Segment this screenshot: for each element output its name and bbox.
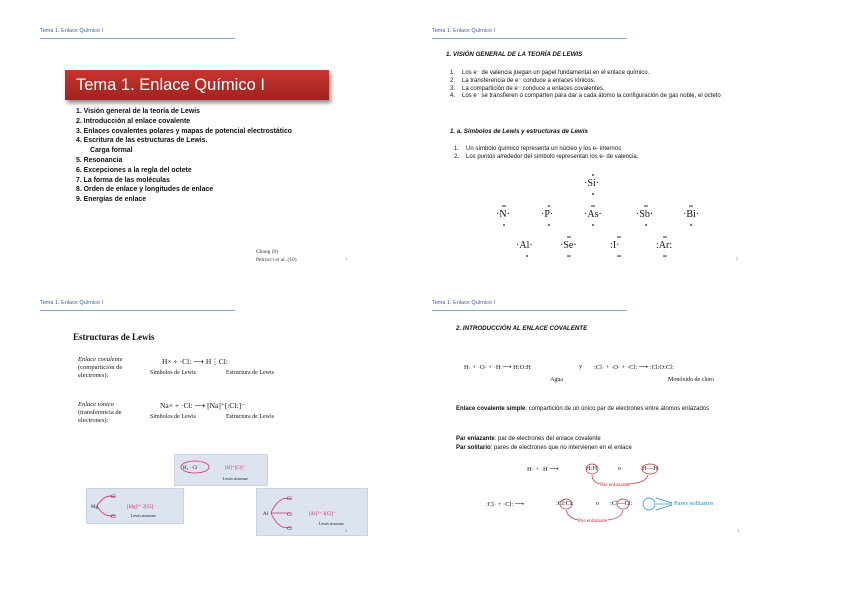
page-number: 3	[345, 528, 348, 533]
svg-text:Cl: Cl	[287, 513, 292, 518]
definition-bonding-pair: Par enlazante: par de electrones del enlace covalente	[456, 436, 601, 442]
references	[256, 248, 297, 264]
toc-item: 7. La forma de las moléculas	[76, 176, 170, 184]
ionic-equation: Na× + ·Cl: ⟶ [Na]⁺[:Cl:]⁻	[160, 401, 246, 410]
toc-item: 4. Escritura de las estructuras de Lewis.	[76, 137, 208, 145]
electron-transfer-diagram	[175, 455, 267, 485]
list-item: 1. Los e⁻ de valencia juegan un papel fundamental en el enlace químico.	[450, 70, 650, 76]
lewis-dots	[432, 28, 812, 283]
slide-4	[432, 300, 812, 555]
toc-item: 1. Visión general de la teoría de Lewis	[76, 108, 200, 115]
cl2-equation-dots: :Cl:Cl:	[556, 500, 574, 507]
svg-text:Cl: Cl	[111, 515, 116, 520]
lewis-image-2: Mg Cl Cl [Mg]²⁺ 2[Cl]⁻ Lewis structure	[86, 488, 184, 524]
page-number: 2	[736, 256, 739, 261]
conjunction-o: o	[618, 465, 622, 472]
label-chlorine-monoxide: Monóxido de cloro	[668, 377, 714, 383]
toc-item: 5. Resonancia	[76, 156, 123, 164]
toc-item: 9. Energías de enlace	[76, 196, 147, 204]
lewis-symbol-al: ·Al·	[516, 240, 533, 251]
electron-transfer-diagram	[257, 489, 367, 535]
svg-text:Al: Al	[263, 512, 268, 517]
lewis-symbol-se: ·Se·	[560, 240, 577, 251]
lewis-symbol-si: ·Si·	[584, 178, 600, 189]
toc-item: Carga formal	[90, 147, 133, 155]
list-item: 4. Los e⁻ se transfieren o comparten para dar a cada átomo la configuración de gas noble, el octeto	[450, 93, 721, 100]
svg-text:[H]⁺[Cl]⁻: [H]⁺[Cl]⁻	[225, 466, 246, 471]
lewis-symbol-i: :I·	[610, 240, 620, 251]
lewis-symbol-ar: :Ar:	[656, 240, 673, 251]
svg-text:[Mg]²⁺ 2[Cl]⁻: [Mg]²⁺ 2[Cl]⁻	[127, 505, 156, 510]
reference-petrucci: Petrucci et al. (10)	[256, 257, 297, 263]
lewis-image-3: Al Cl Cl Cl [Al]³⁺ 3[Cl]⁻ Lewis structure	[256, 488, 368, 536]
section-title: 2. INTRODUCCIÓN AL ENLACE COVALENTE	[456, 325, 588, 332]
page-number: 1	[345, 256, 348, 261]
cl2-equation-line: :Cl—Cl:	[610, 500, 633, 507]
ionic-bond-label: Enlace iónico (transferencia de electrones):	[78, 401, 122, 424]
label-bonding-pair: Par enlazante	[578, 518, 608, 524]
definition-lone-pair: Par solitario: pares de electrones que no intervienen en el enlace	[456, 445, 632, 451]
covalent-equation: H× + ·Cl: ⟶ H⋮Cl:	[162, 357, 228, 366]
slide-header: Tema 1. Enlace Químico I	[40, 300, 103, 306]
slide-title: Estructuras de Lewis	[73, 332, 155, 342]
slide-1	[40, 28, 420, 283]
title-banner: Tema 1. Enlace Químico I	[65, 70, 329, 100]
svg-text:[Al]³⁺ 3[Cl]⁻: [Al]³⁺ 3[Cl]⁻	[309, 512, 336, 517]
chlorine-monoxide-equation: :Cl· + ·O· + ·Cl: ⟶ :Cl:O:Cl:	[594, 364, 674, 371]
slide-2	[432, 28, 812, 283]
page-number: 4	[737, 528, 740, 533]
toc-item: 2. Introducción al enlace covalente	[76, 117, 191, 125]
caption-lewis-symbols: Símbolos de Lewis	[150, 370, 196, 376]
list-item: 3. La compartición de e⁻ conduce a enlaces covalentes.	[450, 85, 605, 92]
lewis-symbol-bi: ·Bi·	[683, 209, 700, 220]
subsection-title: 1. a. Símbolos de Lewis y estructuras de Lewis	[450, 128, 588, 135]
header-divider	[40, 38, 235, 39]
slide-3	[40, 300, 420, 555]
lewis-symbol-sb: ·Sb·	[636, 209, 654, 220]
table-of-contents	[76, 107, 292, 205]
header-divider	[40, 310, 235, 311]
label-bonding-pair: Par enlazante	[600, 482, 630, 488]
h2-equation-dots: H:H	[586, 465, 598, 472]
lewis-symbol-as: ·As·	[584, 209, 602, 220]
caption-lewis-symbols: Símbolos de Lewis	[150, 414, 196, 420]
list-item: 2. Los puntos alrededor del símbolo representan los e- de valencia.	[454, 153, 639, 160]
slide-header: Tema 1. Enlace Químico I	[40, 28, 103, 34]
h2-equation-line: H—H	[642, 465, 658, 472]
caption-lewis-structure: Estructura de Lewis	[226, 370, 274, 376]
svg-text:Cl: Cl	[287, 497, 292, 502]
toc-item: 6. Excepciones a la regla del octete	[76, 166, 192, 174]
lewis-symbol-p: ·P·	[541, 209, 554, 220]
slide-header: Tema 1. Enlace Químico I	[432, 300, 495, 306]
list-item: 2. La transferencia de e⁻ conduce a enlaces iónicos.	[450, 77, 596, 84]
svg-text:Cl: Cl	[111, 495, 116, 500]
covalent-bond-label: Enlace covalente (compartición de electrones):	[78, 356, 123, 379]
label-lone-pairs: Pares solitarios	[674, 500, 714, 507]
label-water: Agua	[550, 377, 563, 383]
definition-single-bond: Enlace covalente simple: compartición de un único par de electrones entre átomos enlazados	[456, 406, 710, 412]
h2-equation-left: H· + ·H ⟶	[527, 466, 559, 473]
conjunction-o: o	[596, 500, 600, 507]
toc-item: 8. Orden de enlace y longitudes de enlace	[76, 186, 214, 194]
reference-chang: Chang (9)	[256, 249, 279, 255]
section-title: 1. VISIÓN GENERAL DE LA TEORÍA DE LEWIS	[446, 51, 583, 58]
conjunction-y: y	[579, 363, 583, 370]
water-equation: H· + ·O· + ·H ⟶ H:O:H	[464, 364, 531, 371]
svg-text:H₂ · Cl: H₂ · Cl	[183, 466, 198, 471]
lewis-image-1: H₂ · Cl [H]⁺[Cl]⁻ Lewis structure	[174, 454, 268, 486]
svg-text:Cl: Cl	[287, 527, 292, 532]
list-item: 1. Un símbolo químico representa un núcleo y los e- internos	[454, 146, 622, 152]
caption-lewis-structure: Estructura de Lewis	[226, 414, 274, 420]
annotation-arrows	[432, 300, 812, 555]
toc-item: 3. Enlaces covalentes polares y mapas de potencial electrostático	[76, 127, 293, 135]
lewis-symbol-n: ·N·	[496, 209, 510, 220]
slide-header: Tema 1. Enlace Químico I	[432, 28, 495, 34]
cl2-equation-left: :Cl· + ·Cl: ⟶	[486, 501, 525, 508]
svg-text:Mg: Mg	[91, 505, 98, 510]
